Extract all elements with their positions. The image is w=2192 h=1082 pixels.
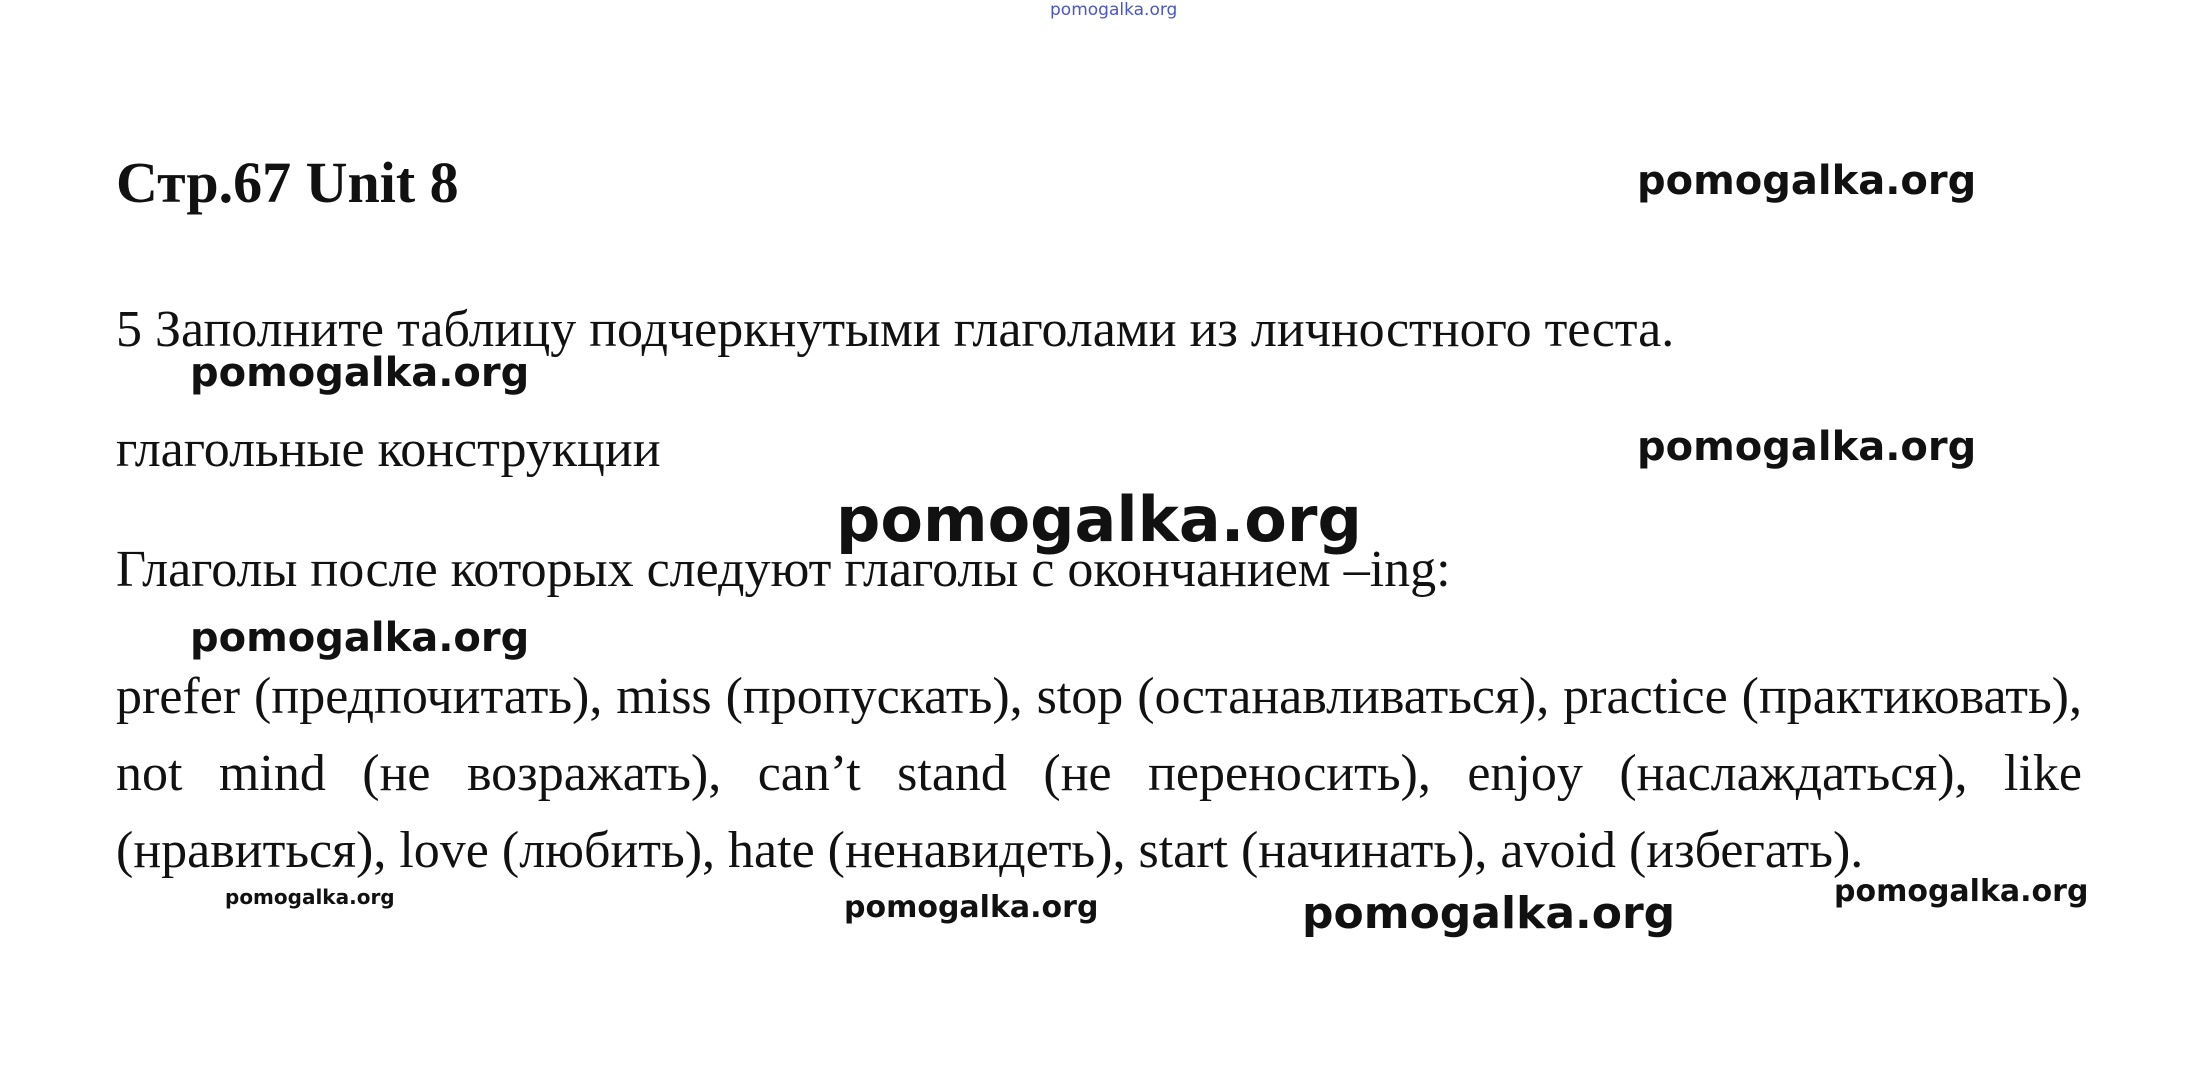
watermark: pomogalka.org bbox=[844, 890, 1099, 925]
watermark: pomogalka.org bbox=[1834, 874, 2089, 909]
watermark-top: pomogalka.org bbox=[1050, 0, 1178, 20]
watermark: pomogalka.org bbox=[190, 615, 530, 661]
page-title: Стр.67 Unit 8 bbox=[116, 150, 459, 215]
task-text: 5 Заполните таблицу подчеркнутыми глаголами из личностного теста. bbox=[116, 301, 1675, 358]
watermark: pomogalka.org bbox=[190, 350, 530, 396]
subheading: глагольные конструкции bbox=[116, 421, 661, 478]
watermark-large: pomogalka.org bbox=[836, 483, 1362, 556]
watermark-small: pomogalka.org bbox=[225, 885, 395, 909]
verbs-paragraph: prefer (предпочитать), miss (пропускать), stop (останавливаться), practice (практиковать), not mind (не возражать), can’t stand (не переносить), enjoy (наслаждаться), like (нравиться), love (любить), hate (ненавидеть), start (начинать), avoid (избегать). bbox=[116, 668, 2082, 879]
watermark: pomogalka.org bbox=[1302, 888, 1676, 939]
intro-text: Глаголы после которых следуют глаголы с окончанием –ing: bbox=[116, 541, 1451, 598]
watermark: pomogalka.org bbox=[1637, 158, 1977, 204]
watermark: pomogalka.org bbox=[1637, 424, 1977, 470]
